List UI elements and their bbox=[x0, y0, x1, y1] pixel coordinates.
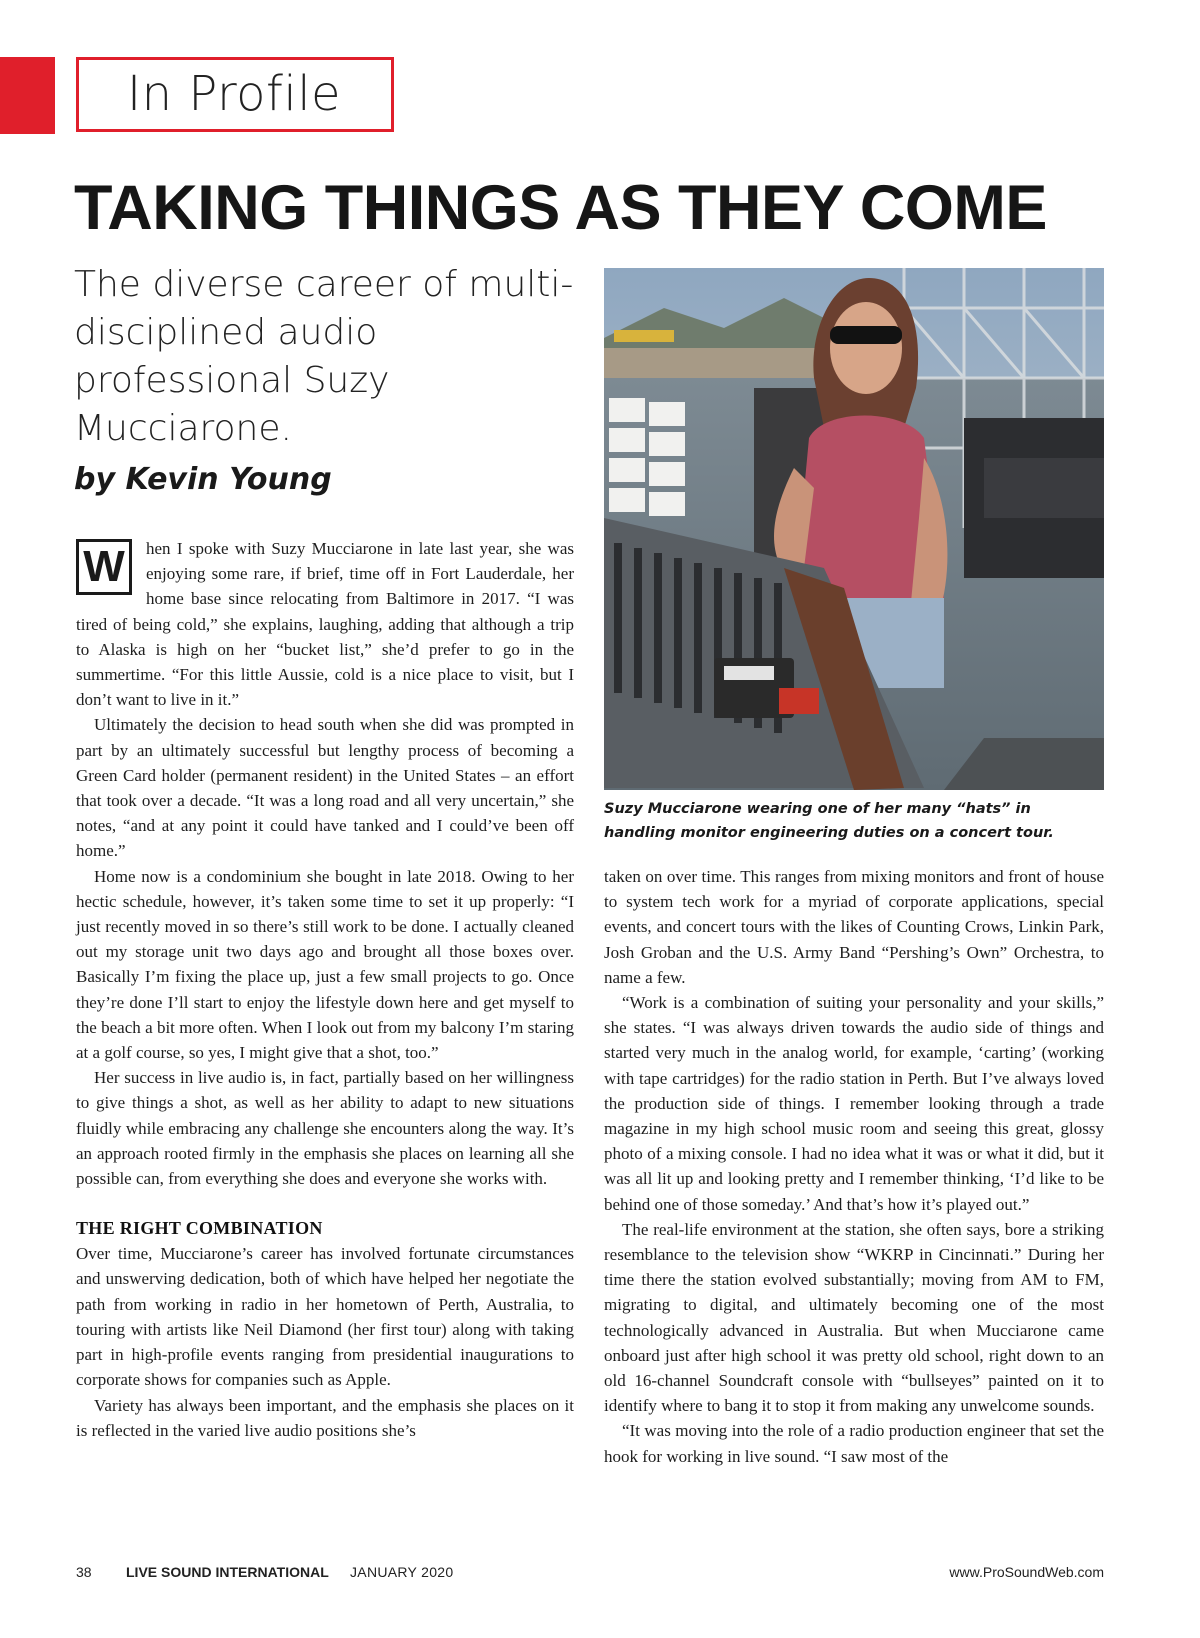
body-paragraph: “Work is a combination of suiting your personality and your skills,” she states. “I was always driven towards the audio side of things and started very much in the analog world, for example, ‘carting’ (working with tape cartridges) for the radio station in Perth. But I’ve always loved the production side of things. I remember looking through a trade magazine in my high school music room and seeing this great, glossy photo of a mixing console. I had no idea what it was or what it did, but it was all lit up and looking pretty and I remember thinking, ‘I’d like to be behind one of those someday.’ And that’s how it’s played out.” bbox=[604, 993, 1104, 1214]
body-paragraph: hen I spoke with Suzy Mucciarone in late last year, she was enjoying some rare, if brief, time off in Fort Lauderdale, her home base since relocating from Baltimore in 2017. “I was tired of being cold,” she explains, laughing, adding that although a trip to Alaska is high on her “bucket list,” she’d prefer to go in the summertime. “For this little Aussie, cold is a nice place to visit, but I don’t want to live in it.” bbox=[76, 539, 574, 710]
body-paragraph: The real-life environment at the station, she often says, bore a striking resemblance to the television show “WKRP in Cincinnati.” During her time there the station evolved substantially; moving from AM to FM, migrating to digital, and ultimately becoming one of the most technologically advanced in Australia. But when Mucciarone came onboard just after high school it was pretty old school, right down to an old 16-channel Soundcraft console with “bullseyes” painted on it to identify where to bang it to stop it from making any unwelcome sounds. bbox=[604, 1219, 1104, 1416]
section-subhead: THE RIGHT COMBINATION bbox=[76, 1218, 323, 1239]
body-paragraph: Variety has always been important, and the emphasis she places on it is reflected in the varied live audio positions she’s bbox=[76, 1395, 574, 1440]
article-byline: by Kevin Young bbox=[74, 462, 332, 497]
article-deck: The diverse career of multi-disciplined audio professional Suzy Mucciarone. bbox=[74, 264, 574, 449]
article-headline: TAKING THINGS AS THEY COME bbox=[74, 173, 1047, 243]
issue-date: JANUARY 2020 bbox=[350, 1564, 454, 1580]
body-paragraph: Home now is a condominium she bought in late 2018. Owing to her hectic schedule, however, it’s taken some time to set it up properly: “I just recently moved in so there’s still work to be done. I actually cleaned out my storage unit two days ago and brought all those boxes over. Basically I’m fixing the place up, just a few small projects to go. Once they’re done I’ll start to enjoy the lifestyle down here and get myself to the beach a bit more often. When I look out from my balcony I’m staring at a golf course, so yes, I might give that a shot, too.” bbox=[76, 866, 574, 1063]
section-color-tab bbox=[0, 57, 55, 134]
body-paragraph: Her success in live audio is, in fact, partially based on her willingness to give things a shot, as well as her ability to adapt to new situations fluidly while embracing any challenge she encounters along the way. It’s an approach rooted firmly in the emphasis she places on learning all she possible can, from everything she does and everyone she works with. bbox=[76, 1068, 574, 1189]
page-footer bbox=[76, 1562, 1104, 1582]
article-column-right bbox=[604, 864, 1104, 1469]
drop-cap: W bbox=[76, 539, 132, 595]
concert-console-photo bbox=[604, 268, 1104, 790]
publication-name: LIVE SOUND INTERNATIONAL bbox=[126, 1564, 329, 1580]
article-column-left bbox=[76, 536, 574, 1443]
body-paragraph: taken on over time. This ranges from mixing monitors and front of house to system tech work for a myriad of corporate applications, special events, and concert tours with the likes of Counting Crows, Linkin Park, Josh Groban and the U.S. Army Band “Pershing’s Own” Orchestra, to name a few. bbox=[604, 867, 1104, 987]
article-photo bbox=[604, 268, 1104, 790]
body-paragraph: Ultimately the decision to head south when she did was prompted in part by an ultimately successful but lengthy process of becoming a Green Card holder (permanent resident) in the United States – an effort that took over a decade. “It was a long road and all very uncertain,” she notes, “and at any point it could have tanked and I could’ve been off home.” bbox=[76, 715, 574, 861]
body-paragraph: Over time, Mucciarone’s career has involved fortunate circumstances and unswerving dedication, both of which have helped her negotiate the path from working in radio in her hometown of Perth, Australia, to touring with artists like Neil Diamond (her first tour) along with taking part in high-profile events ranging from presidential inaugurations to corporate shows for companies such as Apple. bbox=[76, 1244, 574, 1390]
body-paragraph: “It was moving into the role of a radio production engineer that set the hook for working in live sound. “I saw most of the bbox=[604, 1421, 1104, 1466]
section-label: In Profile bbox=[76, 57, 394, 132]
page-number: 38 bbox=[76, 1564, 92, 1580]
photo-caption: Suzy Mucciarone wearing one of her many “hats” in handling monitor engineering duties on a concert tour. bbox=[604, 801, 1054, 841]
website-link[interactable]: www.ProSoundWeb.com bbox=[949, 1564, 1104, 1580]
